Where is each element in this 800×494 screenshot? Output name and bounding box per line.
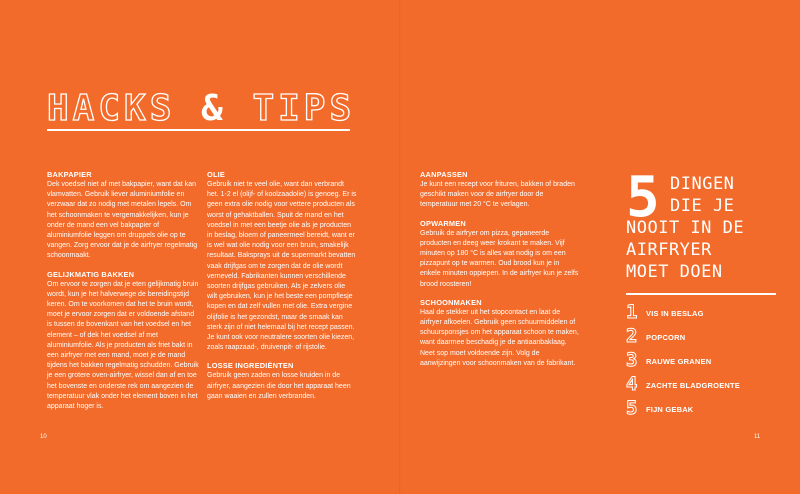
section-schoonmaken: [420, 298, 580, 369]
column-1: [47, 170, 199, 412]
list-item: [626, 373, 776, 402]
item-number: 4: [626, 373, 638, 395]
item-number: 1: [626, 301, 638, 323]
page-number-right: 11: [754, 434, 761, 440]
five-things-list: [626, 301, 776, 426]
section-losse-ingredienten: [207, 361, 357, 402]
section-body: Gebruik geen zaden en losse kruiden in de airfryer, aangezien die door het apparaat heen gaan waaien en zullen verbranden.: [207, 372, 351, 400]
section-heading: AANPASSEN: [420, 170, 468, 179]
title-word-hacks: HACKS: [47, 88, 176, 129]
five-things-heading: [626, 165, 776, 286]
heading-line: NOOIT IN DE: [626, 218, 745, 238]
list-item: [626, 301, 776, 330]
section-body: Haal de stekker uit het stopcontact en laat de airfryer afkoelen. Gebruik geen schuurmiddelen of schuursponsjes om het apparaat schoon te maken, want daarmee beschadig je de antiaanbaklaag. Neet sop moet voldoende zijn. Volg de aanwijzingen voor schoonmaken van de fabrikant.: [420, 308, 579, 367]
section-heading: GELIJKMATIG BAKKEN: [47, 269, 135, 279]
title-word-tips: TIPS: [252, 88, 356, 129]
section-heading: SCHOONMAKEN: [420, 297, 482, 307]
section-body: Dek voedsel niet af met bakpapier, want dat kan vlamvatten. Gebruik liever aluminiumfolie en verzwaar dat zo nodig met metalen lepels. Om het schoonmaken te vergemakkelijken, kun je onder de mand een vel bakpapier of aluminiumfolie leggen om druppels olie op te vangen. Zorg ervoor dat je de airfryer regelmatig schoonmaakt.: [47, 181, 198, 260]
column-2: [207, 170, 357, 402]
page-number-left: 10: [40, 434, 47, 440]
list-item: [626, 349, 776, 378]
heading-line: DINGEN: [670, 174, 735, 194]
section-heading: LOSSE INGREDIËNTEN: [207, 361, 294, 371]
section-gelijkmatig-bakken: [47, 270, 199, 413]
heading-line: DIE JE: [670, 196, 735, 216]
item-number: 3: [626, 349, 638, 371]
section-heading: OPWARMEN: [420, 218, 466, 228]
section-opwarmen: [420, 219, 580, 290]
heading-line: AIRFRYER: [626, 240, 712, 260]
item-label: POPCORN: [646, 333, 686, 342]
section-body: Om ervoor te zorgen dat je eten gelijkmatig bruin wordt, kun je het halverwege de bereidingstijd keren. Om te voorkomen dat het te bruin wordt, moet je ervoor zorgen dat er voldoende afstand is tussen de bovenkant van het voedsel en het element – of dek het voedsel af met aluminiumfolie. Als je producten als friet bakt in een airfryer met een mand, moet je de mand tijdens het bakken regelmatig schudden. Gebruik je een grotere oven-airfryer, wissel dan af en toe het bovenste en onderste rek om aangezien de temperatuur vlak onder het element boven in het apparaat hoger is.: [47, 280, 199, 411]
item-label: VIS IN BESLAG: [646, 309, 704, 318]
section-olie: [207, 170, 357, 353]
title-ampersand: &: [201, 88, 227, 129]
title-divider: [47, 129, 350, 131]
section-heading: BAKPAPIER: [47, 170, 92, 179]
section-body: Gebruik de airfryer om pizza, gepaneerde producten en deeg weer krokant te maken. Vijf minuten op 180 °C is alles wat nodig is om een pizzapunt op te warmen. Oud brood kun je in enkele minuten oppiepen. In de airfryer kun je zelfs brood roosteren!: [420, 229, 579, 288]
section-body: Gebruik niet te veel olie, want dan verbrandt het. 1-2 el (olijf- of koolzaadolie) is genoeg. Er is geen extra olie nodig voor vettere producten als worst of gehaktballen. Spuit de mand en het voedsel in met een beetje olie als je producten in beslag, bloem of paneermeel bereidt, want er is wel wat olie nodig voor een bruin, smakelijk resultaat. Baksprays uit de supermarkt bevatten vaak drijfgas om te zorgen dat de olie wordt verneveld. Fabrikanten kunnen verschillende soorten drijfgas gebruiken. Als je zelvers olie wilt gebruiken, kun je het beste een pompflesje kopen en dat zelf vullen met olie. Extra vergine olijfolie is het gezondst, maar de smaak kan sterk zijn of niet helemaal bij het recept passen. Je kunt ook voor neutralere soorten olie kiezen, zoals raapzaad-, druivenpit- of rijstolie.: [207, 181, 357, 352]
section-body: Je kunt een recept voor frituren, bakken of braden geschikt maken voor de airfryer door de temperatuur met 20 °C te verlagen.: [420, 181, 575, 209]
section-heading: OLIE: [207, 170, 226, 179]
page-title: [47, 88, 356, 129]
item-number: 2: [626, 325, 638, 347]
column-3: [420, 170, 580, 369]
list-item: [626, 325, 776, 354]
right-page: [400, 0, 800, 494]
list-item: [626, 397, 776, 426]
heading-line: MOET DOEN: [626, 262, 723, 282]
section-bakpapier: [47, 170, 199, 262]
section-aanpassen: [420, 170, 580, 211]
big-number: 5: [626, 165, 660, 230]
item-label: ZACHTE BLADGROENTE: [646, 381, 741, 390]
item-label: FIJN GEBAK: [646, 405, 694, 414]
item-number: 5: [626, 397, 638, 419]
item-label: RAUWE GRANEN: [646, 357, 712, 366]
list-divider: [626, 293, 776, 295]
